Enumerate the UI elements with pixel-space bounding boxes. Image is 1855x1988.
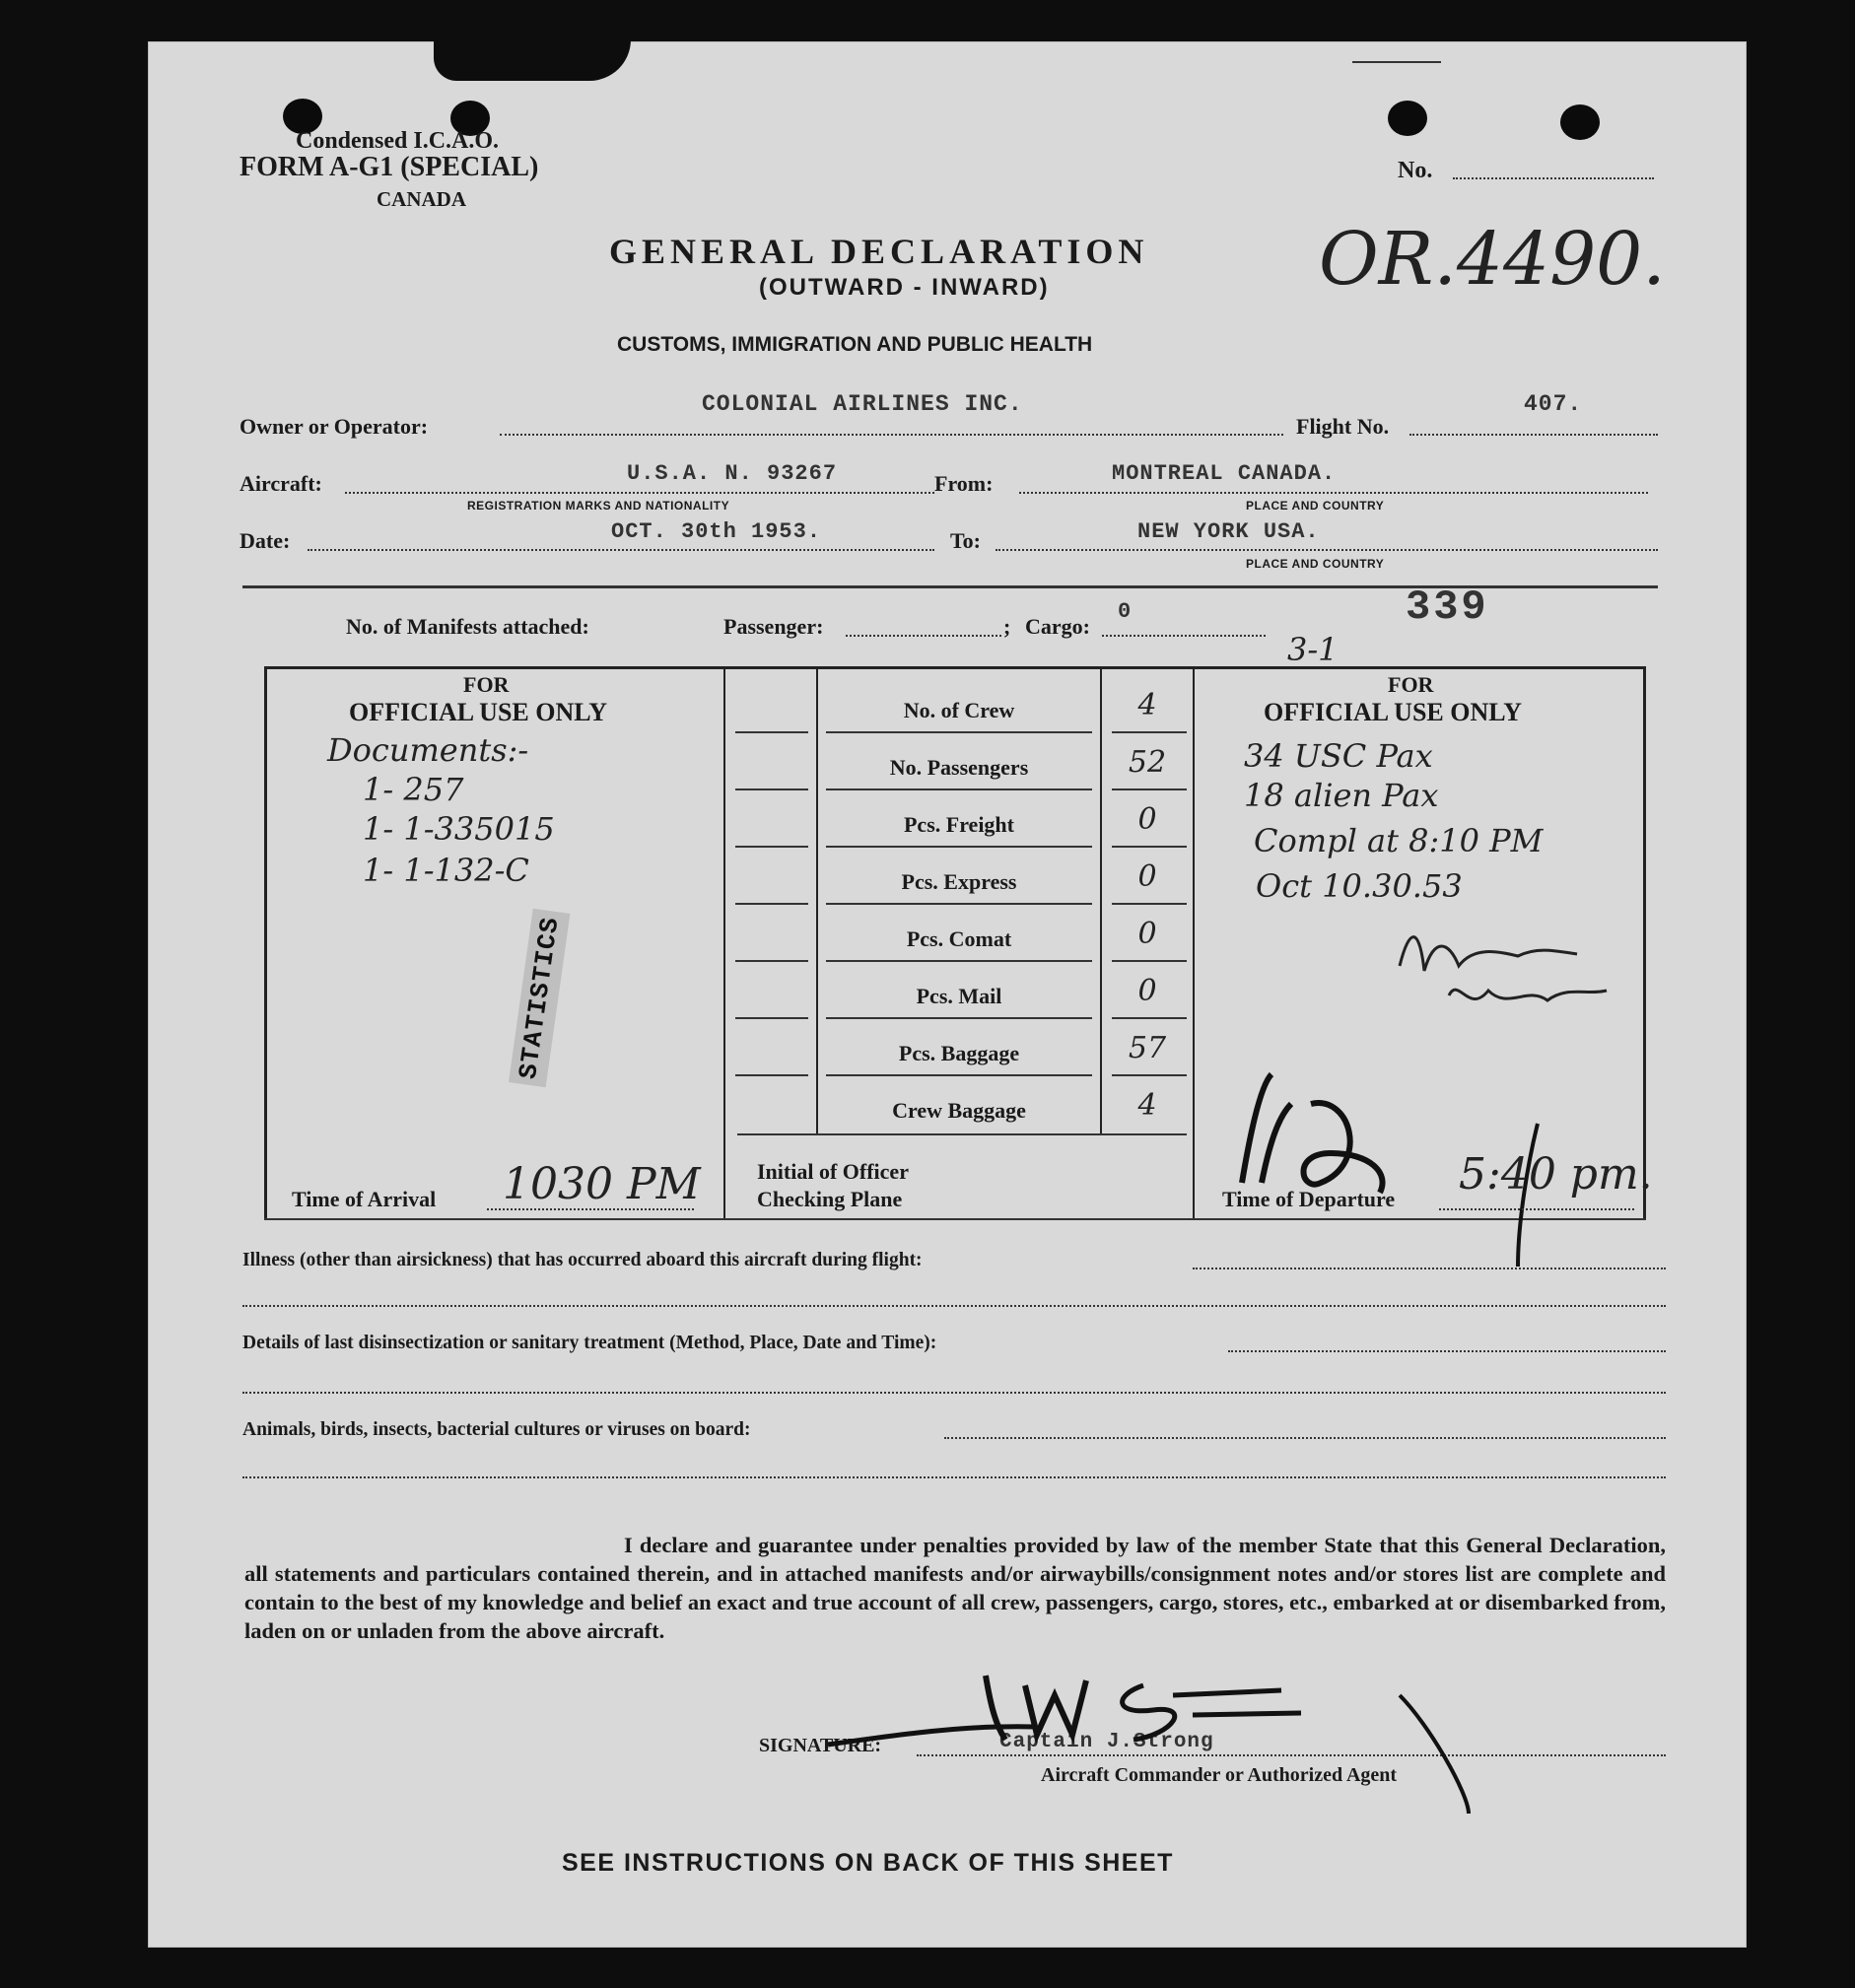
right-official-heading: FOR xyxy=(1388,672,1434,697)
owner-label: Owner or Operator: xyxy=(240,414,429,439)
count-row-rule xyxy=(826,788,1092,790)
handwritten-manifest-note: 3-1 xyxy=(1287,631,1339,668)
owner-value: COLONIAL AIRLINES INC. xyxy=(702,391,1023,417)
left-official-note: 1- 257 xyxy=(363,771,464,808)
from-value: MONTREAL CANADA. xyxy=(1112,461,1337,486)
passenger-manifest-separator: ; xyxy=(1003,614,1011,639)
time-of-departure-value: 5:40 pm. xyxy=(1459,1149,1653,1200)
box-divider xyxy=(1193,666,1195,1218)
illness-line-2 xyxy=(242,1305,1666,1307)
signature-caption: Aircraft Commander or Authorized Agent xyxy=(1041,1764,1398,1786)
right-official-note: Oct 10.30.53 xyxy=(1256,867,1463,905)
page-title: GENERAL DECLARATION xyxy=(609,232,1149,271)
time-of-departure-line xyxy=(1439,1208,1634,1210)
right-official-note: 34 USC Pax xyxy=(1244,737,1433,775)
count-row-rule xyxy=(826,846,1092,848)
signature-label: SIGNATURE: xyxy=(759,1735,882,1756)
count-label: No. of Crew xyxy=(903,698,1015,722)
officer-label: Checking Plane xyxy=(757,1187,903,1211)
from-place-caption: PLACE AND COUNTRY xyxy=(1246,499,1385,513)
cargo-manifest-label: Cargo: xyxy=(1025,614,1090,639)
cargo-manifest-value: 0 xyxy=(1118,599,1133,624)
date-line xyxy=(308,549,934,551)
count-row-rule xyxy=(826,1074,1092,1076)
punch-hole xyxy=(1560,104,1600,140)
subheading: CUSTOMS, IMMIGRATION AND PUBLIC HEALTH xyxy=(617,333,1093,356)
right-official-note: Compl at 8:10 PM xyxy=(1254,822,1544,859)
from-label: From: xyxy=(934,471,994,496)
count-value-rule xyxy=(1112,731,1187,733)
left-official-subheading: OFFICIAL USE ONLY xyxy=(349,698,607,726)
box-divider xyxy=(1100,666,1102,1135)
declaration-text xyxy=(244,1531,1666,1645)
count-value: 52 xyxy=(1128,745,1167,780)
count-row-rule xyxy=(826,960,1092,962)
count-value: 0 xyxy=(1137,802,1157,837)
count-side-rule xyxy=(735,788,808,790)
to-line xyxy=(996,549,1658,551)
count-label: No. Passengers xyxy=(889,755,1029,780)
flight-no-value: 407. xyxy=(1524,391,1583,417)
to-label: To: xyxy=(950,528,981,553)
signature-typed-name: Captain J.Strong xyxy=(999,1731,1214,1753)
handwritten-file-number: OR.4490. xyxy=(1319,217,1666,302)
statistics-stamp: STATISTICS xyxy=(509,909,570,1088)
officer-label: Initial of Officer xyxy=(757,1159,909,1184)
illness-line xyxy=(1193,1268,1666,1269)
disinsectization-label: Details of last disinsectization or sanitary treatment (Method, Place, Date and Time): xyxy=(242,1333,937,1353)
count-side-rule xyxy=(735,960,808,962)
disinsectization-line-2 xyxy=(242,1392,1666,1394)
captain-signature-drawing xyxy=(818,1656,1626,1823)
count-value-rule xyxy=(1112,1017,1187,1019)
count-label: Crew Baggage xyxy=(892,1098,1026,1123)
time-of-arrival-value: 1030 PM xyxy=(503,1159,701,1209)
animals-label: Animals, birds, insects, bacterial cultures or viruses on board: xyxy=(242,1419,751,1440)
stamped-number: 339 xyxy=(1406,583,1489,631)
number-label: No. xyxy=(1398,158,1433,183)
right-official-note: 18 alien Pax xyxy=(1244,777,1439,814)
count-value: 4 xyxy=(1137,1088,1157,1123)
date-value: OCT. 30th 1953. xyxy=(611,519,822,544)
count-value-rule xyxy=(1112,788,1187,790)
time-of-departure-label: Time of Departure xyxy=(1222,1187,1396,1211)
right-official-subheading: OFFICIAL USE ONLY xyxy=(1264,698,1522,726)
animals-line xyxy=(944,1437,1666,1439)
box-divider xyxy=(816,666,818,1135)
page-subtitle: (OUTWARD - INWARD) xyxy=(759,274,1050,301)
to-place-caption: PLACE AND COUNTRY xyxy=(1246,557,1385,571)
count-side-rule xyxy=(735,1017,808,1019)
animals-line-2 xyxy=(242,1476,1666,1478)
count-value: 4 xyxy=(1137,688,1157,722)
passenger-manifest-line xyxy=(846,635,1001,637)
cargo-manifest-line xyxy=(1102,635,1266,637)
left-official-note: Documents:- xyxy=(327,731,529,769)
box-divider xyxy=(723,666,725,1218)
owner-line xyxy=(500,434,1283,436)
count-row-rule xyxy=(826,1017,1092,1019)
count-side-rule xyxy=(735,1074,808,1076)
left-official-note: 1- 1-132-C xyxy=(363,852,529,889)
aircraft-value: U.S.A. N. 93267 xyxy=(627,461,838,486)
count-value-rule xyxy=(1112,903,1187,905)
flight-no-label: Flight No. xyxy=(1296,414,1390,439)
count-value-rule xyxy=(1112,846,1187,848)
count-row-rule xyxy=(826,731,1092,733)
count-value: 0 xyxy=(1137,974,1157,1008)
form-number: FORM A-G1 (SPECIAL) xyxy=(240,152,539,182)
count-value-rule xyxy=(1112,1074,1187,1076)
count-value: 57 xyxy=(1128,1031,1167,1065)
instructions-footer: SEE INSTRUCTIONS ON BACK OF THIS SHEET xyxy=(562,1849,1174,1877)
aircraft-label: Aircraft: xyxy=(240,471,322,496)
count-label: Pcs. Mail xyxy=(916,984,1002,1008)
number-line xyxy=(1453,177,1654,179)
number-overline xyxy=(1352,61,1441,63)
date-label: Date: xyxy=(240,528,291,553)
count-value: 0 xyxy=(1137,859,1157,894)
to-value: NEW YORK USA. xyxy=(1137,519,1320,544)
count-label: Pcs. Express xyxy=(901,869,1017,894)
passenger-manifest-label: Passenger: xyxy=(723,614,824,639)
left-official-note: 1- 1-335015 xyxy=(363,810,555,848)
time-of-arrival-label: Time of Arrival xyxy=(292,1187,437,1211)
count-side-rule xyxy=(735,903,808,905)
illness-label: Illness (other than airsickness) that has occurred aboard this aircraft during flight: xyxy=(242,1250,923,1270)
counts-bottom-rule xyxy=(737,1133,1187,1135)
aircraft-line xyxy=(345,492,934,494)
left-official-heading: FOR xyxy=(463,672,510,697)
from-line xyxy=(1019,492,1648,494)
declaration-text-body: I declare and guarantee under penalties provided by law of the member State that this General Declaration, all statements and particulars contained therein, and in attached manifests and/or airwaybills/consignment notes and/or stores list are complete and contain to the best of my knowledge and belief an exact and true account of all crew, passengers, cargo, stores, etc., embarked at or disembarked from, laden on or unladen from the above aircraft. xyxy=(244,1533,1666,1643)
torn-edge xyxy=(434,39,631,81)
count-label: Pcs. Comat xyxy=(906,926,1012,951)
disinsectization-line xyxy=(1228,1350,1666,1352)
official-signature-drawing xyxy=(1380,917,1616,1035)
count-label: Pcs. Freight xyxy=(903,812,1014,837)
condensed-icao-label: Condensed I.C.A.O. xyxy=(296,128,500,154)
form-country: CANADA xyxy=(377,187,466,211)
flight-no-line xyxy=(1409,434,1658,436)
count-value-rule xyxy=(1112,960,1187,962)
count-label: Pcs. Baggage xyxy=(898,1041,1020,1065)
manifests-label: No. of Manifests attached: xyxy=(346,614,589,639)
count-row-rule xyxy=(826,903,1092,905)
count-side-rule xyxy=(735,731,808,733)
count-value: 0 xyxy=(1137,917,1157,951)
count-side-rule xyxy=(735,846,808,848)
punch-hole xyxy=(1388,101,1427,136)
registration-caption: REGISTRATION MARKS AND NATIONALITY xyxy=(467,499,730,513)
